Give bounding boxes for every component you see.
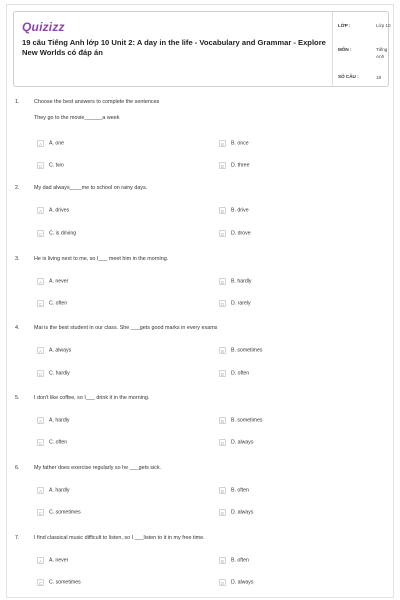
option-letter: C xyxy=(38,302,43,307)
option-text: C. sometimes xyxy=(49,579,81,586)
option-letter: D xyxy=(220,511,225,516)
question-count-label: SỐ CÂU : xyxy=(338,74,359,79)
question-number: 1. xyxy=(15,99,20,105)
option-text: D. always xyxy=(231,439,254,446)
option-c[interactable] xyxy=(37,579,81,587)
option-d[interactable] xyxy=(219,509,254,517)
option-c[interactable] xyxy=(37,370,70,378)
option-letter: C xyxy=(38,511,43,516)
question-number: 6. xyxy=(15,465,20,471)
option-letter: A xyxy=(37,207,44,214)
option-b[interactable] xyxy=(219,278,251,286)
option-d[interactable] xyxy=(219,370,249,378)
question-count-value: 19 xyxy=(376,75,382,80)
option-text: A. never xyxy=(49,557,69,564)
subject-value: Tiếng Anh xyxy=(376,47,388,59)
option-text: B. often xyxy=(231,487,249,494)
option-letter: A xyxy=(37,140,44,147)
option-text: C. sometimes xyxy=(49,509,81,516)
question-number: 4. xyxy=(15,325,20,331)
question-sentence: They go to the movie______a week xyxy=(34,115,120,121)
option-b[interactable] xyxy=(219,487,249,495)
option-text: A. one xyxy=(49,140,64,147)
option-b[interactable] xyxy=(219,140,249,148)
option-letter: B xyxy=(219,487,226,494)
option-text: A. never xyxy=(49,278,69,285)
option-text: B. sometimes xyxy=(231,417,263,424)
option-letter: D xyxy=(220,232,225,237)
option-text: D. always xyxy=(231,579,254,586)
option-letter: B xyxy=(219,278,226,285)
question-text: I don't like coffee, so I___ drink it in the morning. xyxy=(34,395,150,401)
page-title: 19 câu Tiếng Anh lớp 10 Unit 2: A day in the life - Vocabulary and Grammar - Explore New Worlds có đáp án xyxy=(22,38,326,57)
option-letter: B xyxy=(219,207,226,214)
option-text: C. two xyxy=(49,162,64,169)
question-text: Mai is the best student in our class. She ___gets good marks in every exams xyxy=(34,325,218,331)
option-c[interactable] xyxy=(37,509,81,517)
question-text: My dad always____me to school on rainy days. xyxy=(34,185,148,191)
option-a[interactable] xyxy=(37,347,71,355)
option-text: A. always xyxy=(49,347,72,354)
option-a[interactable] xyxy=(37,417,69,425)
option-letter: C xyxy=(38,441,43,446)
option-letter: B xyxy=(219,140,226,147)
option-letter: C xyxy=(38,372,43,377)
option-text: B. once xyxy=(231,140,249,147)
option-letter: D xyxy=(220,372,225,377)
option-letter: D xyxy=(220,441,225,446)
worksheet-page xyxy=(6,4,394,598)
option-b[interactable] xyxy=(219,417,262,425)
option-text: B. drive xyxy=(231,207,249,214)
option-letter: C xyxy=(38,164,43,169)
option-text: A. drives xyxy=(49,207,70,214)
question-text: He is living next to me, so I___ meet him in the morning. xyxy=(34,256,169,262)
option-text: C. often xyxy=(49,439,68,446)
option-text: D. always xyxy=(231,509,254,516)
option-text: C. often xyxy=(49,300,68,307)
option-b[interactable] xyxy=(219,207,249,215)
option-d[interactable] xyxy=(219,230,251,238)
option-text: A. hardly xyxy=(49,417,70,424)
question-number: 7. xyxy=(15,535,20,541)
option-c[interactable] xyxy=(37,439,67,447)
header-divider xyxy=(332,12,333,86)
option-d[interactable] xyxy=(219,162,249,170)
option-letter: D xyxy=(220,302,225,307)
option-c[interactable] xyxy=(37,162,64,170)
option-letter: A xyxy=(37,557,44,564)
question-text: I find classical music difficult to listen, so I ___listen to it in my free time. xyxy=(34,535,205,541)
option-letter: C xyxy=(38,581,43,586)
option-text: A. hardly xyxy=(49,487,70,494)
option-text: D. rarely xyxy=(231,300,251,307)
option-b[interactable] xyxy=(219,347,262,355)
question-text: My father does exercise regularly so he ___gets sick. xyxy=(34,465,162,471)
option-letter: A xyxy=(37,278,44,285)
subject-label: MÔN : xyxy=(338,47,352,52)
option-d[interactable] xyxy=(219,439,254,447)
question-number: 3. xyxy=(15,256,20,262)
option-letter: D xyxy=(220,164,225,169)
option-letter: A xyxy=(37,417,44,424)
option-letter: B xyxy=(219,417,226,424)
option-text: B. sometimes xyxy=(231,347,263,354)
option-letter: B xyxy=(219,347,226,354)
question-number: 5. xyxy=(15,395,20,401)
option-text: D. often xyxy=(231,370,250,377)
option-d[interactable] xyxy=(219,300,251,308)
option-c[interactable] xyxy=(37,230,76,238)
worksheet-header xyxy=(13,11,389,87)
option-text: B. often xyxy=(231,557,249,564)
option-text: D. three xyxy=(231,162,250,169)
option-letter: A xyxy=(37,347,44,354)
quizizz-logo[interactable]: Quizizz xyxy=(22,20,65,34)
option-letter: A xyxy=(37,487,44,494)
option-d[interactable] xyxy=(219,579,254,587)
option-text: C. is driving xyxy=(49,230,77,237)
option-a[interactable] xyxy=(37,278,68,286)
option-a[interactable] xyxy=(37,140,64,148)
question-number: 2. xyxy=(15,185,20,191)
option-a[interactable] xyxy=(37,207,69,215)
option-text: B. hardly xyxy=(231,278,252,285)
option-letter: C xyxy=(38,232,43,237)
option-c[interactable] xyxy=(37,300,67,308)
option-a[interactable] xyxy=(37,557,68,565)
question-text: Choose the best answers to complete the sentences xyxy=(34,99,160,105)
option-letter: B xyxy=(219,557,226,564)
option-text: D. drove xyxy=(231,230,251,237)
option-a[interactable] xyxy=(37,487,69,495)
option-text: C. hardly xyxy=(49,370,70,377)
grade-value: Lớp 10 xyxy=(376,23,391,28)
option-b[interactable] xyxy=(219,557,249,565)
grade-label: LỚP : xyxy=(338,23,351,28)
option-letter: D xyxy=(220,581,225,586)
